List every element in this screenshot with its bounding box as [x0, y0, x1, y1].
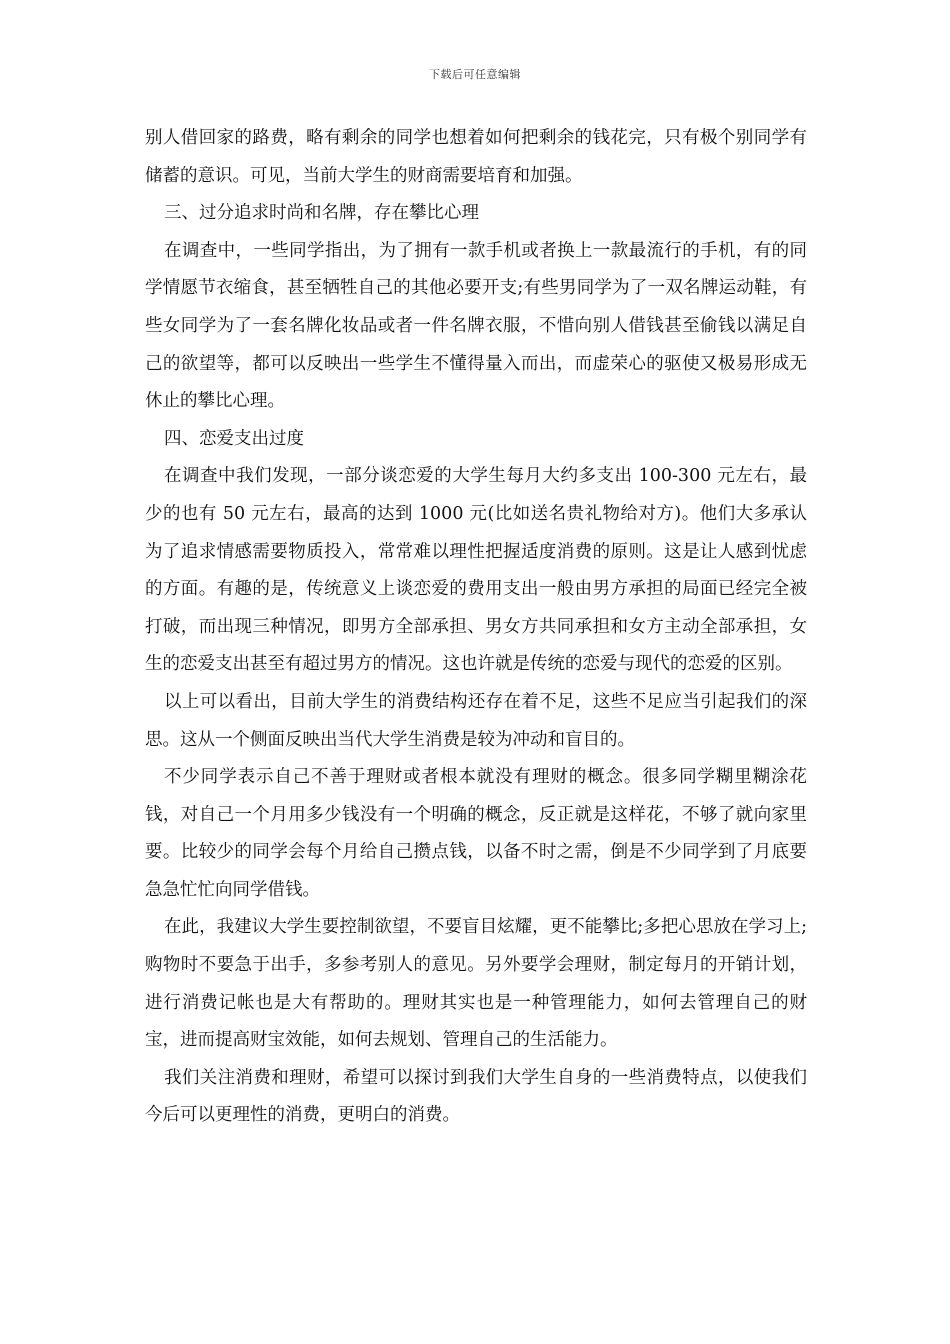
- section-heading-3: 三、过分追求时尚和名牌，存在攀比心理: [164, 203, 479, 224]
- section-heading-4: 四、恋爱支出过度: [164, 428, 304, 449]
- document-body: [145, 120, 807, 1135]
- paragraph: 在此，我建议大学生要控制欲望，不要盲目炫耀，更不能攀比;多把心思放在学习上;购物时不要急于出手，多参考别人的意见。另外要学会理财，制定每月的开销计划，进行消费记帐也是大有帮助的。理财其实也是一种管理能力，如何去管理自己的财宝，进而提高财宝效能，如何去规划、管理自己的生活能力。: [145, 917, 807, 1051]
- page-header: 下载后可任意编辑: [429, 68, 521, 81]
- paragraph: 以上可以看出，目前大学生的消费结构还存在着不足，这些不足应当引起我们的深思。这从一个侧面反映出当代大学生消费是较为冲动和盲目的。: [145, 691, 807, 750]
- paragraph: 我们关注消费和理财，希望可以探讨到我们大学生自身的一些消费特点，以使我们今后可以更理性的消费，更明白的消费。: [145, 1067, 807, 1126]
- paragraph: 不少同学表示自己不善于理财或者根本就没有理财的概念。很多同学糊里糊涂花钱，对自己一个月用多少钱没有一个明确的概念，反正就是这样花，不够了就向家里要。比较少的同学会每个月给自己攒点钱，以备不时之需，倒是不少同学到了月底要急急忙忙向同学借钱。: [145, 767, 807, 900]
- paragraph: 在调查中，一些同学指出，为了拥有一款手机或者换上一款最流行的手机，有的同学情愿节衣缩食，甚至牺牲自己的其他必要开支;有些男同学为了一双名牌运动鞋，有些女同学为了一套名牌化妆品或者一件名牌衣服，不惜向别人借钱甚至偷钱以满足自己的欲望等，都可以反映出一些学生不懂得量入而出，而虚荣心的驱使又极易形成无休止的攀比心理。: [145, 240, 807, 412]
- paragraph-continued: 别人借回家的路费，略有剩余的同学也想着如何把剩余的钱花完，只有极个别同学有储蓄的意识。可见，当前大学生的财商需要培育和加强。: [145, 128, 807, 186]
- paragraph: 在调查中我们发现，一部分谈恋爱的大学生每月大约多支出 100-300 元左右，最少的也有 50 元左右，最高的达到 1000 元(比如送名贵礼物给对方)。他们大多承认为了追求情感需要物质投入，常常难以理性把握适度消费的原则。这是让人感到忧虑的方面。有趣的是，传统意义上谈恋爱的费用支出一般由男方承担的局面已经完全被打破，而出现三种情况，即男方全部承担、男女方共同承担和女方主动全部承担，女生的恋爱支出甚至有超过男方的情况。这也许就是传统的恋爱与现代的恋爱的区别。: [145, 466, 807, 675]
